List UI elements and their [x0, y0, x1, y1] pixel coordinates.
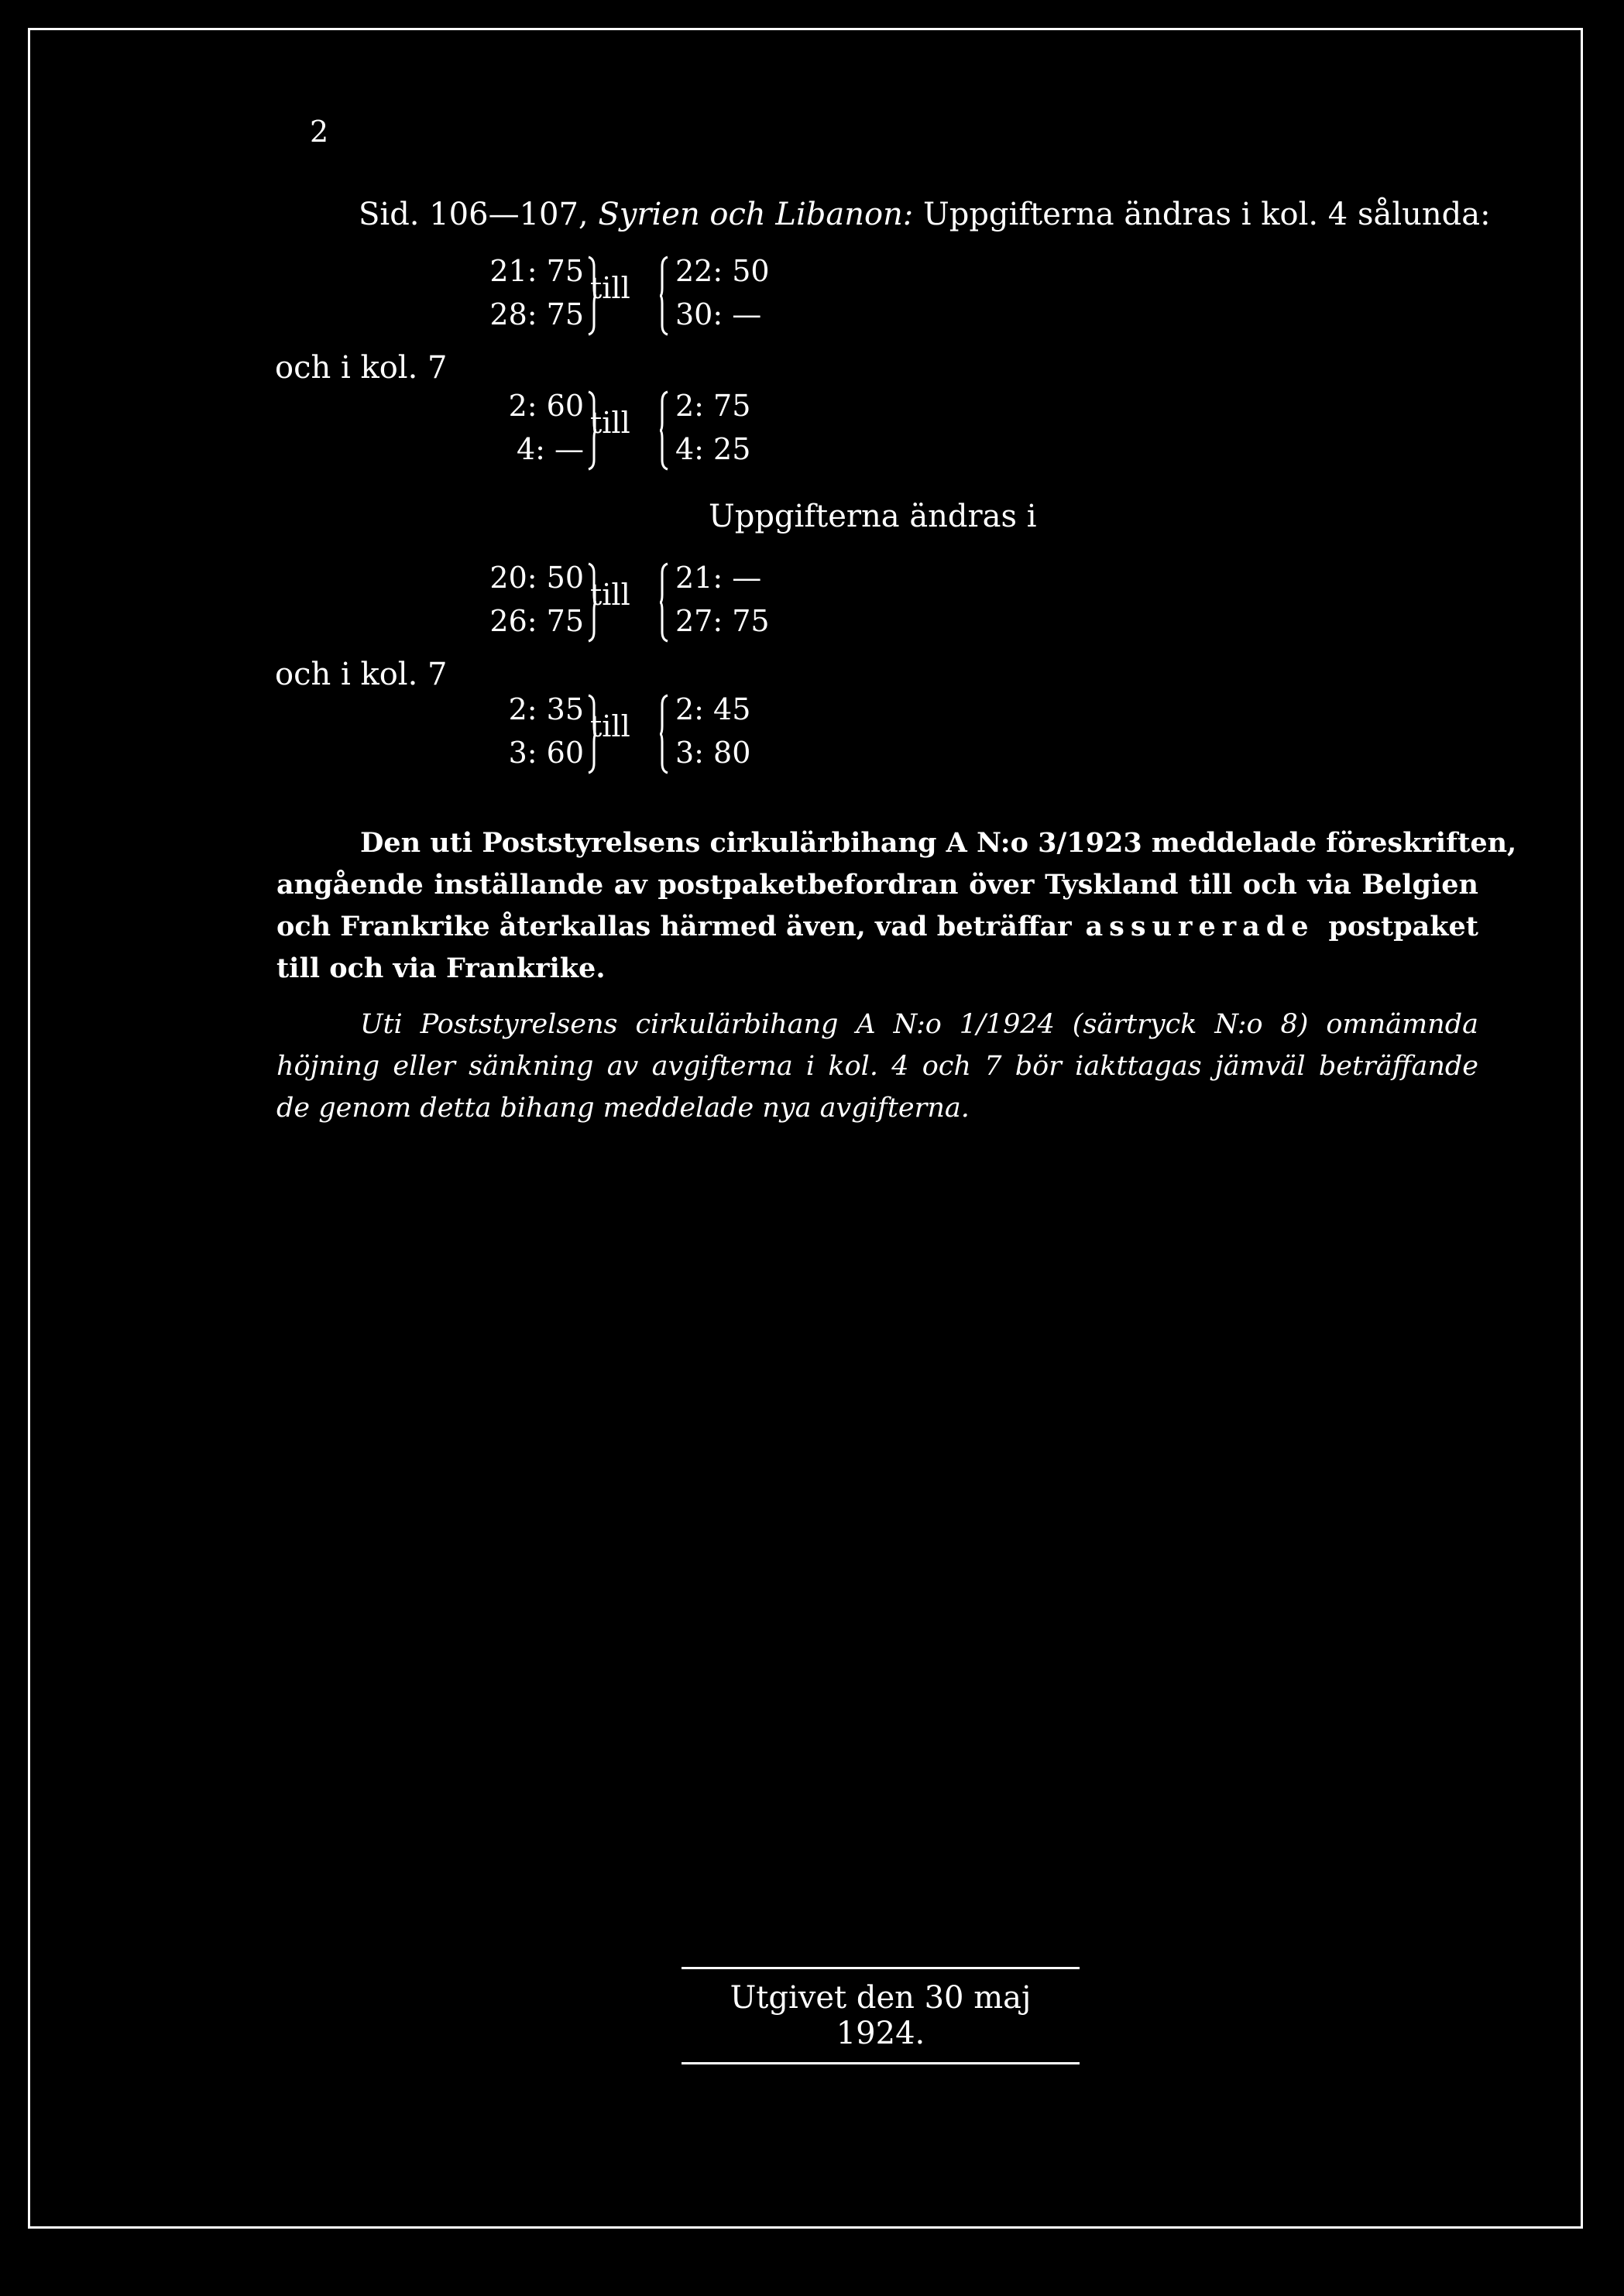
reference-line-3: de genom detta bihang meddelade nya avgifterna.: [276, 1093, 970, 1124]
reference-line-1: Uti Poststyrelsens cirkulärbihang A N:o 1/1924 (särtryck N:o 8) omnämnda: [360, 1009, 1478, 1040]
till-label: till: [590, 709, 630, 743]
left-brace-icon: [660, 390, 669, 471]
section2-kol4-block: [445, 561, 847, 646]
section1-kol7-block: [445, 389, 847, 474]
notice-line-4: till och via Frankrike.: [276, 952, 606, 984]
reference-paragraph: [276, 1004, 1478, 1129]
till-label: till: [590, 578, 630, 612]
till-label: till: [590, 271, 630, 305]
notice-line-3: [276, 906, 1478, 948]
section2-kol7-block: [445, 692, 847, 777]
from-top: 2: 60: [508, 389, 584, 423]
section1-kol7-label: och i kol. 7: [275, 350, 448, 386]
notice-line-2: angående inställande av postpaketbefordran över Tyskland till och via Belgien: [276, 869, 1478, 901]
notice-line-3-emphasis: assurerade: [1085, 911, 1315, 942]
section1-kol4-block: [445, 254, 847, 339]
left-brace-icon: [660, 256, 669, 336]
intro-suffix: Uppgifterna ändras i kol. 4 sålunda:: [923, 197, 1491, 232]
to-bottom: 3: 80: [675, 736, 751, 770]
from-bottom: 28: 75: [489, 297, 584, 331]
intro-prefix: Sid. 106—107,: [359, 197, 589, 232]
to-bottom: 27: 75: [675, 604, 770, 638]
from-bottom: 26: 75: [489, 604, 584, 638]
from-bottom: 4: —: [516, 432, 584, 466]
from-bottom: 3: 60: [508, 736, 584, 770]
notice-line-1: Den uti Poststyrelsens cirkulärbihang A N:o 3/1923 meddelade föreskriften,: [360, 827, 1517, 859]
notice-line-3-c: postpaket: [1328, 911, 1478, 942]
publication-footer: Utgivet den 30 maj 1924.: [682, 1967, 1080, 2064]
intro-country: Syrien och Libanon:: [598, 197, 914, 232]
from-top: 2: 35: [508, 692, 584, 726]
from-top: 21: 75: [489, 254, 584, 288]
section2-kol7-label: och i kol. 7: [275, 657, 448, 692]
reference-line-2: höjning eller sänkning av avgifterna i kol. 4 och 7 bör iakttagas jämväl beträffande: [276, 1051, 1478, 1082]
to-top: 2: 75: [675, 389, 751, 423]
to-top: 2: 45: [675, 692, 751, 726]
till-label: till: [590, 406, 630, 440]
left-brace-icon: [660, 562, 669, 643]
to-bottom: 30: —: [675, 297, 762, 331]
notice-line-3-a: och Frankrike återkallas härmed även, vad beträffar: [276, 911, 1072, 942]
to-top: 21: —: [675, 561, 762, 595]
notice-paragraph: [276, 822, 1517, 990]
page-number: 2: [310, 115, 329, 149]
to-bottom: 4: 25: [675, 432, 751, 466]
left-brace-icon: [660, 694, 669, 774]
section2-heading: Uppgifterna ändras i: [709, 499, 1037, 534]
to-top: 22: 50: [675, 254, 770, 288]
from-top: 20: 50: [489, 561, 584, 595]
intro-line: [359, 197, 1491, 232]
